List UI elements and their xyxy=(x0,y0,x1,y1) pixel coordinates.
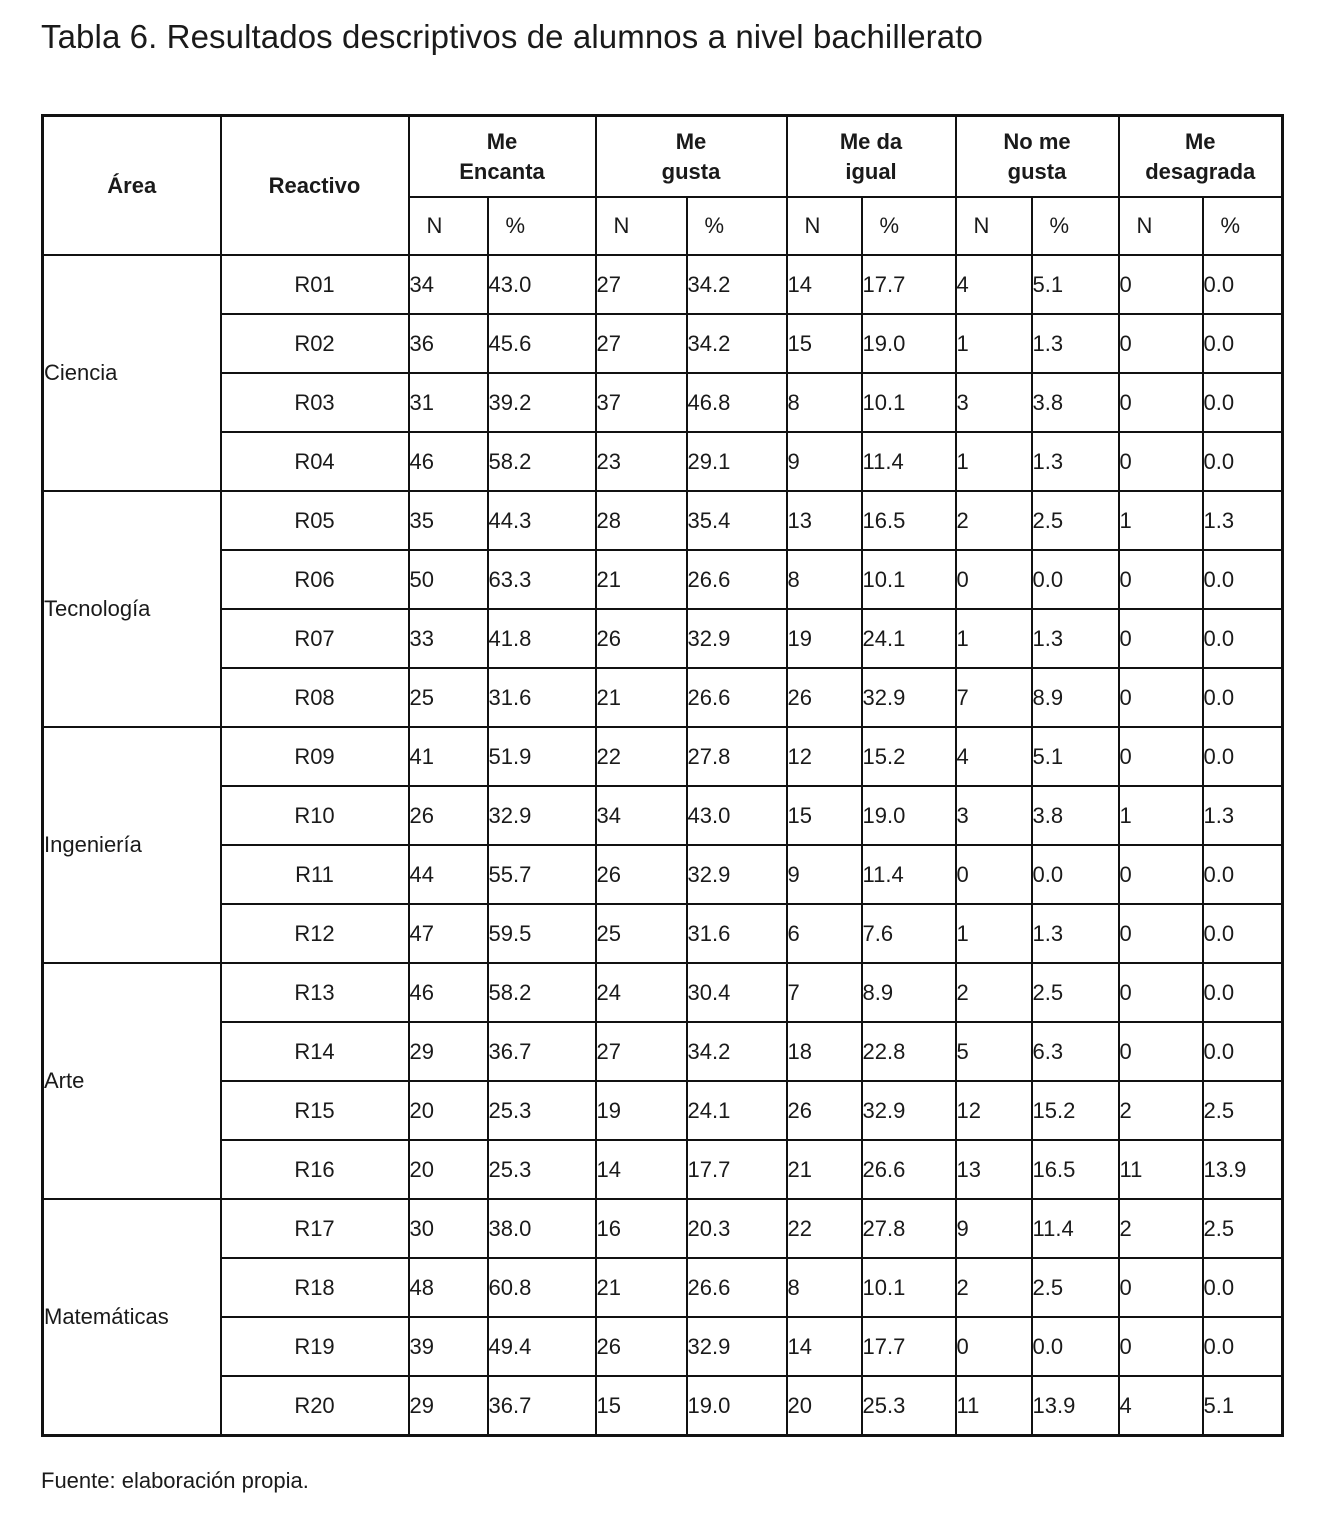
header-no-me-gusta: No me gusta xyxy=(956,116,1119,198)
count-cell: 34 xyxy=(596,786,687,845)
percent-cell: 13.9 xyxy=(1203,1140,1283,1199)
percent-cell: 34.2 xyxy=(687,255,787,314)
percent-cell: 19.0 xyxy=(687,1376,787,1436)
count-cell: 21 xyxy=(596,668,687,727)
subheader-pct: % xyxy=(1032,197,1119,255)
header-reactivo: Reactivo xyxy=(221,116,409,256)
percent-cell: 0.0 xyxy=(1203,668,1283,727)
percent-cell: 5.1 xyxy=(1032,255,1119,314)
count-cell: 18 xyxy=(787,1022,862,1081)
reactivo-cell: R04 xyxy=(221,432,409,491)
percent-cell: 2.5 xyxy=(1032,491,1119,550)
count-cell: 16 xyxy=(596,1199,687,1258)
count-cell: 8 xyxy=(787,373,862,432)
count-cell: 2 xyxy=(1119,1081,1203,1140)
percent-cell: 0.0 xyxy=(1203,963,1283,1022)
count-cell: 2 xyxy=(956,1258,1032,1317)
percent-cell: 1.3 xyxy=(1032,609,1119,668)
percent-cell: 27.8 xyxy=(687,727,787,786)
count-cell: 34 xyxy=(409,255,488,314)
count-cell: 0 xyxy=(1119,1317,1203,1376)
percent-cell: 0.0 xyxy=(1203,904,1283,963)
count-cell: 0 xyxy=(1119,550,1203,609)
percent-cell: 5.1 xyxy=(1032,727,1119,786)
count-cell: 33 xyxy=(409,609,488,668)
reactivo-cell: R07 xyxy=(221,609,409,668)
count-cell: 36 xyxy=(409,314,488,373)
percent-cell: 0.0 xyxy=(1203,255,1283,314)
reactivo-cell: R10 xyxy=(221,786,409,845)
count-cell: 1 xyxy=(1119,491,1203,550)
count-cell: 13 xyxy=(787,491,862,550)
percent-cell: 0.0 xyxy=(1032,1317,1119,1376)
count-cell: 15 xyxy=(596,1376,687,1436)
count-cell: 13 xyxy=(956,1140,1032,1199)
area-cell: Matemáticas xyxy=(43,1199,221,1436)
percent-cell: 32.9 xyxy=(862,1081,956,1140)
count-cell: 2 xyxy=(956,491,1032,550)
count-cell: 26 xyxy=(596,845,687,904)
percent-cell: 55.7 xyxy=(488,845,596,904)
count-cell: 23 xyxy=(596,432,687,491)
reactivo-cell: R12 xyxy=(221,904,409,963)
count-cell: 1 xyxy=(956,609,1032,668)
percent-cell: 24.1 xyxy=(862,609,956,668)
percent-cell: 30.4 xyxy=(687,963,787,1022)
percent-cell: 41.8 xyxy=(488,609,596,668)
percent-cell: 17.7 xyxy=(687,1140,787,1199)
count-cell: 0 xyxy=(956,550,1032,609)
percent-cell: 1.3 xyxy=(1032,432,1119,491)
percent-cell: 26.6 xyxy=(687,668,787,727)
percent-cell: 29.1 xyxy=(687,432,787,491)
percent-cell: 60.8 xyxy=(488,1258,596,1317)
percent-cell: 38.0 xyxy=(488,1199,596,1258)
percent-cell: 0.0 xyxy=(1203,314,1283,373)
count-cell: 0 xyxy=(1119,963,1203,1022)
percent-cell: 0.0 xyxy=(1203,373,1283,432)
count-cell: 46 xyxy=(409,963,488,1022)
percent-cell: 34.2 xyxy=(687,1022,787,1081)
percent-cell: 25.3 xyxy=(862,1376,956,1436)
percent-cell: 0.0 xyxy=(1203,609,1283,668)
percent-cell: 0.0 xyxy=(1203,1022,1283,1081)
percent-cell: 0.0 xyxy=(1203,1317,1283,1376)
subheader-n: N xyxy=(1119,197,1203,255)
count-cell: 8 xyxy=(787,550,862,609)
percent-cell: 0.0 xyxy=(1032,550,1119,609)
percent-cell: 3.8 xyxy=(1032,786,1119,845)
table-row xyxy=(43,845,1283,904)
percent-cell: 15.2 xyxy=(1032,1081,1119,1140)
count-cell: 28 xyxy=(596,491,687,550)
percent-cell: 19.0 xyxy=(862,314,956,373)
percent-cell: 2.5 xyxy=(1203,1199,1283,1258)
percent-cell: 32.9 xyxy=(488,786,596,845)
percent-cell: 1.3 xyxy=(1032,314,1119,373)
table-row xyxy=(43,1022,1283,1081)
count-cell: 0 xyxy=(1119,668,1203,727)
percent-cell: 0.0 xyxy=(1203,845,1283,904)
percent-cell: 58.2 xyxy=(488,963,596,1022)
results-table xyxy=(41,114,1284,1437)
percent-cell: 22.8 xyxy=(862,1022,956,1081)
count-cell: 29 xyxy=(409,1376,488,1436)
count-cell: 22 xyxy=(596,727,687,786)
percent-cell: 32.9 xyxy=(687,845,787,904)
percent-cell: 31.6 xyxy=(488,668,596,727)
count-cell: 19 xyxy=(787,609,862,668)
subheader-pct: % xyxy=(862,197,956,255)
reactivo-cell: R06 xyxy=(221,550,409,609)
count-cell: 4 xyxy=(956,727,1032,786)
count-cell: 4 xyxy=(956,255,1032,314)
percent-cell: 8.9 xyxy=(862,963,956,1022)
count-cell: 25 xyxy=(409,668,488,727)
table-row xyxy=(43,373,1283,432)
count-cell: 0 xyxy=(1119,1022,1203,1081)
count-cell: 0 xyxy=(1119,314,1203,373)
reactivo-cell: R09 xyxy=(221,727,409,786)
count-cell: 0 xyxy=(1119,845,1203,904)
table-row xyxy=(43,786,1283,845)
count-cell: 27 xyxy=(596,255,687,314)
table-row xyxy=(43,963,1283,1022)
reactivo-cell: R16 xyxy=(221,1140,409,1199)
count-cell: 7 xyxy=(956,668,1032,727)
count-cell: 24 xyxy=(596,963,687,1022)
percent-cell: 10.1 xyxy=(862,373,956,432)
count-cell: 21 xyxy=(596,1258,687,1317)
table-row xyxy=(43,1081,1283,1140)
area-cell: Tecnología xyxy=(43,491,221,727)
count-cell: 21 xyxy=(787,1140,862,1199)
subheader-n: N xyxy=(596,197,687,255)
count-cell: 27 xyxy=(596,314,687,373)
count-cell: 22 xyxy=(787,1199,862,1258)
percent-cell: 44.3 xyxy=(488,491,596,550)
percent-cell: 5.1 xyxy=(1203,1376,1283,1436)
subheader-n: N xyxy=(787,197,862,255)
count-cell: 8 xyxy=(787,1258,862,1317)
count-cell: 14 xyxy=(787,255,862,314)
table-row xyxy=(43,550,1283,609)
count-cell: 11 xyxy=(956,1376,1032,1436)
percent-cell: 43.0 xyxy=(687,786,787,845)
percent-cell: 16.5 xyxy=(1032,1140,1119,1199)
count-cell: 26 xyxy=(787,668,862,727)
percent-cell: 58.2 xyxy=(488,432,596,491)
count-cell: 0 xyxy=(1119,609,1203,668)
percent-cell: 0.0 xyxy=(1203,727,1283,786)
count-cell: 0 xyxy=(956,845,1032,904)
reactivo-cell: R15 xyxy=(221,1081,409,1140)
percent-cell: 26.6 xyxy=(862,1140,956,1199)
reactivo-cell: R20 xyxy=(221,1376,409,1436)
percent-cell: 63.3 xyxy=(488,550,596,609)
count-cell: 14 xyxy=(787,1317,862,1376)
reactivo-cell: R11 xyxy=(221,845,409,904)
table-body xyxy=(43,255,1283,1436)
count-cell: 37 xyxy=(596,373,687,432)
subheader-pct: % xyxy=(1203,197,1283,255)
count-cell: 11 xyxy=(1119,1140,1203,1199)
subheader-pct: % xyxy=(488,197,596,255)
count-cell: 20 xyxy=(409,1140,488,1199)
header-me-encanta: Me Encanta xyxy=(409,116,596,198)
percent-cell: 46.8 xyxy=(687,373,787,432)
count-cell: 15 xyxy=(787,786,862,845)
count-cell: 3 xyxy=(956,373,1032,432)
count-cell: 26 xyxy=(787,1081,862,1140)
subheader-n: N xyxy=(956,197,1032,255)
percent-cell: 26.6 xyxy=(687,1258,787,1317)
percent-cell: 1.3 xyxy=(1203,786,1283,845)
percent-cell: 34.2 xyxy=(687,314,787,373)
percent-cell: 35.4 xyxy=(687,491,787,550)
count-cell: 9 xyxy=(787,845,862,904)
percent-cell: 1.3 xyxy=(1203,491,1283,550)
count-cell: 21 xyxy=(596,550,687,609)
table-row xyxy=(43,1258,1283,1317)
subheader-n: N xyxy=(409,197,488,255)
count-cell: 35 xyxy=(409,491,488,550)
reactivo-cell: R02 xyxy=(221,314,409,373)
count-cell: 0 xyxy=(1119,727,1203,786)
percent-cell: 45.6 xyxy=(488,314,596,373)
count-cell: 2 xyxy=(1119,1199,1203,1258)
table-row xyxy=(43,432,1283,491)
count-cell: 46 xyxy=(409,432,488,491)
count-cell: 50 xyxy=(409,550,488,609)
count-cell: 31 xyxy=(409,373,488,432)
reactivo-cell: R03 xyxy=(221,373,409,432)
count-cell: 0 xyxy=(1119,373,1203,432)
reactivo-cell: R14 xyxy=(221,1022,409,1081)
count-cell: 20 xyxy=(787,1376,862,1436)
percent-cell: 10.1 xyxy=(862,1258,956,1317)
count-cell: 30 xyxy=(409,1199,488,1258)
count-cell: 20 xyxy=(409,1081,488,1140)
count-cell: 0 xyxy=(1119,1258,1203,1317)
count-cell: 44 xyxy=(409,845,488,904)
count-cell: 1 xyxy=(956,904,1032,963)
reactivo-cell: R13 xyxy=(221,963,409,1022)
percent-cell: 19.0 xyxy=(862,786,956,845)
area-cell: Arte xyxy=(43,963,221,1199)
percent-cell: 0.0 xyxy=(1203,550,1283,609)
percent-cell: 27.8 xyxy=(862,1199,956,1258)
percent-cell: 32.9 xyxy=(687,1317,787,1376)
count-cell: 0 xyxy=(1119,255,1203,314)
count-cell: 4 xyxy=(1119,1376,1203,1436)
percent-cell: 15.2 xyxy=(862,727,956,786)
table-row xyxy=(43,314,1283,373)
percent-cell: 0.0 xyxy=(1203,432,1283,491)
table-title: Tabla 6. Resultados descriptivos de alumnos a nivel bachillerato xyxy=(41,18,983,55)
percent-cell: 43.0 xyxy=(488,255,596,314)
percent-cell: 11.4 xyxy=(862,845,956,904)
percent-cell: 7.6 xyxy=(862,904,956,963)
percent-cell: 26.6 xyxy=(687,550,787,609)
count-cell: 7 xyxy=(787,963,862,1022)
percent-cell: 11.4 xyxy=(1032,1199,1119,1258)
percent-cell: 20.3 xyxy=(687,1199,787,1258)
count-cell: 9 xyxy=(956,1199,1032,1258)
percent-cell: 49.4 xyxy=(488,1317,596,1376)
percent-cell: 2.5 xyxy=(1032,1258,1119,1317)
percent-cell: 8.9 xyxy=(1032,668,1119,727)
count-cell: 6 xyxy=(787,904,862,963)
subheader-pct: % xyxy=(687,197,787,255)
count-cell: 39 xyxy=(409,1317,488,1376)
reactivo-cell: R01 xyxy=(221,255,409,314)
count-cell: 26 xyxy=(409,786,488,845)
count-cell: 0 xyxy=(1119,432,1203,491)
count-cell: 15 xyxy=(787,314,862,373)
percent-cell: 17.7 xyxy=(862,1317,956,1376)
percent-cell: 32.9 xyxy=(862,668,956,727)
header-area: Área xyxy=(43,116,221,256)
count-cell: 9 xyxy=(787,432,862,491)
count-cell: 12 xyxy=(787,727,862,786)
table-row xyxy=(43,1140,1283,1199)
count-cell: 25 xyxy=(596,904,687,963)
count-cell: 41 xyxy=(409,727,488,786)
area-cell: Ingeniería xyxy=(43,727,221,963)
table-row xyxy=(43,904,1283,963)
percent-cell: 36.7 xyxy=(488,1376,596,1436)
header-me-desagrada: Me desagrada xyxy=(1119,116,1283,198)
reactivo-cell: R17 xyxy=(221,1199,409,1258)
area-cell: Ciencia xyxy=(43,255,221,491)
percent-cell: 25.3 xyxy=(488,1140,596,1199)
count-cell: 0 xyxy=(1119,904,1203,963)
reactivo-cell: R08 xyxy=(221,668,409,727)
header-me-da-igual: Me da igual xyxy=(787,116,956,198)
count-cell: 19 xyxy=(596,1081,687,1140)
table-row xyxy=(43,1317,1283,1376)
count-cell: 48 xyxy=(409,1258,488,1317)
count-cell: 1 xyxy=(956,314,1032,373)
percent-cell: 51.9 xyxy=(488,727,596,786)
percent-cell: 16.5 xyxy=(862,491,956,550)
percent-cell: 59.5 xyxy=(488,904,596,963)
percent-cell: 1.3 xyxy=(1032,904,1119,963)
percent-cell: 3.8 xyxy=(1032,373,1119,432)
percent-cell: 11.4 xyxy=(862,432,956,491)
percent-cell: 10.1 xyxy=(862,550,956,609)
table-row xyxy=(43,1376,1283,1436)
header-me-gusta: Me gusta xyxy=(596,116,787,198)
percent-cell: 32.9 xyxy=(687,609,787,668)
count-cell: 29 xyxy=(409,1022,488,1081)
count-cell: 0 xyxy=(956,1317,1032,1376)
percent-cell: 36.7 xyxy=(488,1022,596,1081)
percent-cell: 17.7 xyxy=(862,255,956,314)
percent-cell: 2.5 xyxy=(1032,963,1119,1022)
table-row xyxy=(43,609,1283,668)
count-cell: 3 xyxy=(956,786,1032,845)
table-row xyxy=(43,1199,1283,1258)
count-cell: 26 xyxy=(596,609,687,668)
reactivo-cell: R05 xyxy=(221,491,409,550)
table-row xyxy=(43,668,1283,727)
source-note: Fuente: elaboración propia. xyxy=(41,1468,309,1493)
count-cell: 1 xyxy=(956,432,1032,491)
count-cell: 12 xyxy=(956,1081,1032,1140)
count-cell: 2 xyxy=(956,963,1032,1022)
percent-cell: 0.0 xyxy=(1203,1258,1283,1317)
percent-cell: 13.9 xyxy=(1032,1376,1119,1436)
count-cell: 47 xyxy=(409,904,488,963)
count-cell: 1 xyxy=(1119,786,1203,845)
percent-cell: 25.3 xyxy=(488,1081,596,1140)
table-row xyxy=(43,491,1283,550)
percent-cell: 6.3 xyxy=(1032,1022,1119,1081)
count-cell: 5 xyxy=(956,1022,1032,1081)
percent-cell: 31.6 xyxy=(687,904,787,963)
count-cell: 27 xyxy=(596,1022,687,1081)
reactivo-cell: R18 xyxy=(221,1258,409,1317)
percent-cell: 39.2 xyxy=(488,373,596,432)
table-row xyxy=(43,255,1283,314)
table-row xyxy=(43,727,1283,786)
percent-cell: 24.1 xyxy=(687,1081,787,1140)
reactivo-cell: R19 xyxy=(221,1317,409,1376)
count-cell: 14 xyxy=(596,1140,687,1199)
percent-cell: 2.5 xyxy=(1203,1081,1283,1140)
percent-cell: 0.0 xyxy=(1032,845,1119,904)
count-cell: 26 xyxy=(596,1317,687,1376)
